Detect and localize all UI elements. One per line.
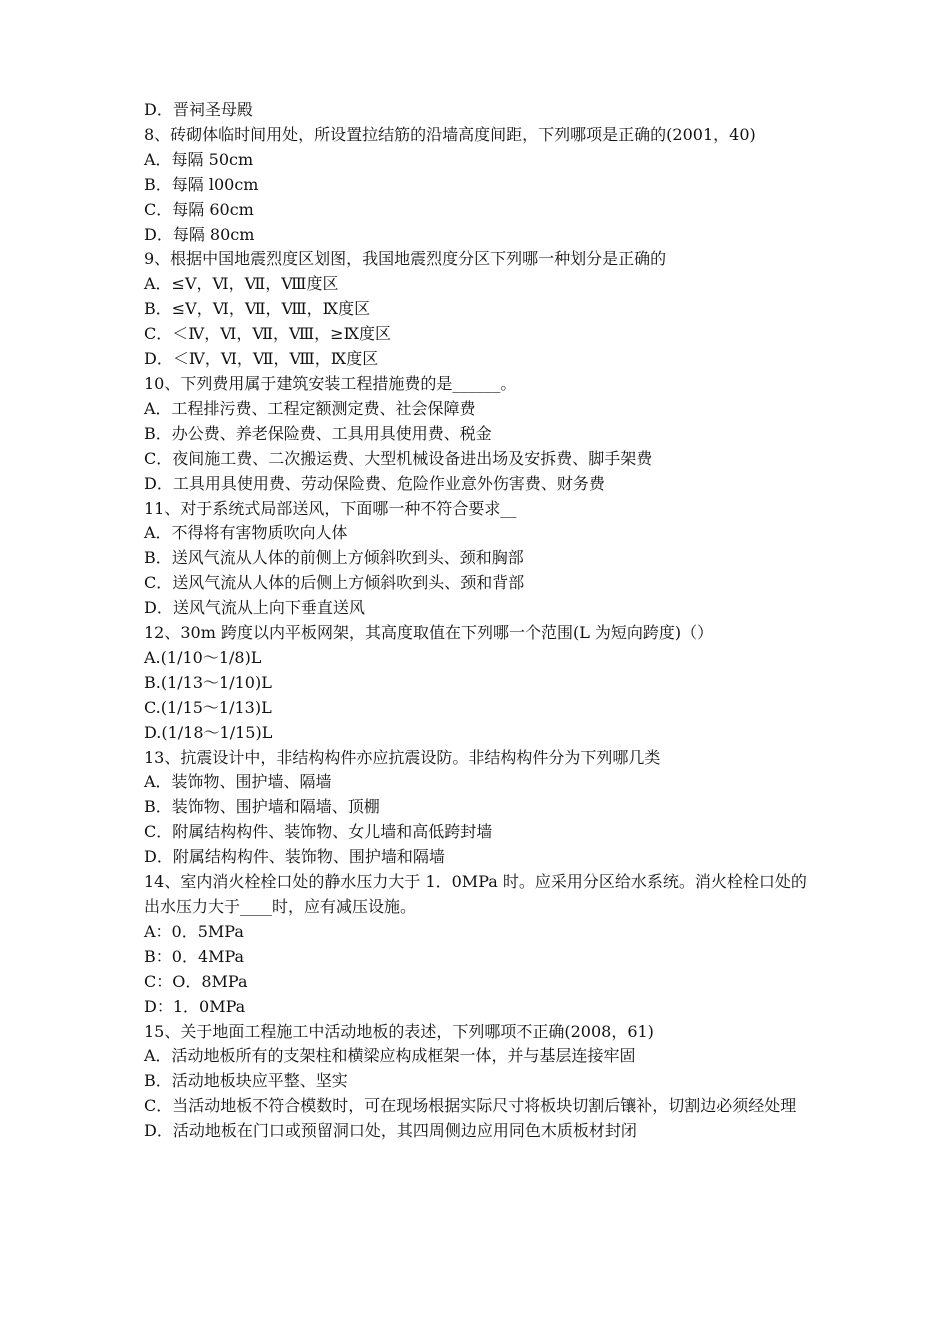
option-10b: B．办公费、养老保险费、工具用具使用费、税金 — [144, 423, 492, 443]
option-15c: C．当活动地板不符合模数时，可在现场根据实际尺寸将板块切割后镶补，切割边必须经处理 — [144, 1096, 797, 1116]
option-12b: B.(1/13～1/10)L — [144, 672, 272, 692]
question-10: 10、下列费用属于建筑安装工程措施费的是______。 — [144, 373, 517, 393]
option-14b: B：0．4MPa — [144, 946, 245, 966]
option-15b: B．活动地板块应平整、坚实 — [144, 1071, 348, 1091]
option-9a: A．≤Ⅴ，Ⅵ，Ⅶ，Ⅷ度区 — [144, 274, 339, 294]
option-13a: A．装饰物、围护墙、隔墙 — [144, 772, 332, 792]
option-8c: C．每隔 60cm — [144, 199, 254, 219]
option-13d: D．附属结构构件、装饰物、围护墙和隔墙 — [144, 847, 445, 867]
option-13b: B．装饰物、围护墙和隔墙、顶棚 — [144, 797, 380, 817]
option-14d: D：1．0MPa — [144, 996, 246, 1016]
option-11c: C．送风气流从人体的后侧上方倾斜吹到头、颈和背部 — [144, 573, 525, 593]
option-7d: D．晋祠圣母殿 — [144, 100, 253, 119]
option-11d: D．送风气流从上向下垂直送风 — [144, 598, 365, 618]
option-14a: A：0．5MPa — [144, 921, 244, 941]
option-11b: B．送风气流从人体的前侧上方倾斜吹到头、颈和胸部 — [144, 548, 524, 568]
option-10c: C．夜间施工费、二次搬运费、大型机械设备进出场及安拆费、脚手架费 — [144, 448, 653, 468]
document-body — [144, 98, 814, 1144]
question-15: 15、关于地面工程施工中活动地板的表述，下列哪项不正确(2008，61) — [144, 1021, 654, 1041]
option-9c: C．＜Ⅳ，Ⅵ，Ⅶ，Ⅷ，≥Ⅸ度区 — [144, 324, 392, 344]
question-9: 9、根据中国地震烈度区划图，我国地震烈度分区下列哪一种划分是正确的 — [144, 249, 667, 269]
option-11a: A．不得将有害物质吹向人体 — [144, 523, 348, 543]
option-9b: B．≤Ⅴ，Ⅵ，Ⅶ，Ⅷ，Ⅸ度区 — [144, 299, 371, 319]
option-12c: C.(1/15～1/13)L — [144, 697, 272, 717]
question-12: 12、30m 跨度以内平板网架，其高度取值在下列哪一个范围(L 为短向跨度)（） — [144, 623, 714, 643]
question-8: 8、砖砌体临时间用处，所设置拉结筋的沿墙高度间距，下列哪项是正确的(2001，40) — [144, 124, 756, 144]
option-12d: D.(1/18～1/15)L — [144, 722, 273, 742]
option-12a: A.(1/10～1/8)L — [144, 647, 262, 667]
option-14c: C：O．8MPa — [144, 971, 248, 991]
question-14: 14、室内消火栓栓口处的静水压力大于 1．0MPa 时。应采用分区给水系统。消火栓栓口处的出水压力大于____时，应有减压设施。 — [144, 872, 807, 916]
question-13: 13、抗震设计中，非结构构件亦应抗震设防。非结构构件分为下列哪几类 — [144, 747, 661, 767]
option-10a: A．工程排污费、工程定额测定费、社会保障费 — [144, 398, 476, 418]
option-8a: A．每隔 50cm — [144, 149, 254, 169]
option-9d: D．＜Ⅳ，Ⅵ，Ⅶ，Ⅷ，Ⅸ度区 — [144, 349, 379, 369]
option-15a: A．活动地板所有的支架柱和横梁应构成框架一体，并与基层连接牢固 — [144, 1046, 636, 1066]
option-8d: D．每隔 80cm — [144, 224, 255, 244]
option-10d: D．工具用具使用费、劳动保险费、危险作业意外伤害费、财务费 — [144, 473, 605, 493]
option-13c: C．附属结构构件、装饰物、女儿墙和高低跨封墙 — [144, 822, 493, 842]
option-15d: D．活动地板在门口或预留洞口处，其四周侧边应用同色木质板材封闭 — [144, 1121, 637, 1141]
question-11: 11、对于系统式局部送风，下面哪一种不符合要求__ — [144, 498, 517, 518]
option-8b: B．每隔 l00cm — [144, 174, 259, 194]
